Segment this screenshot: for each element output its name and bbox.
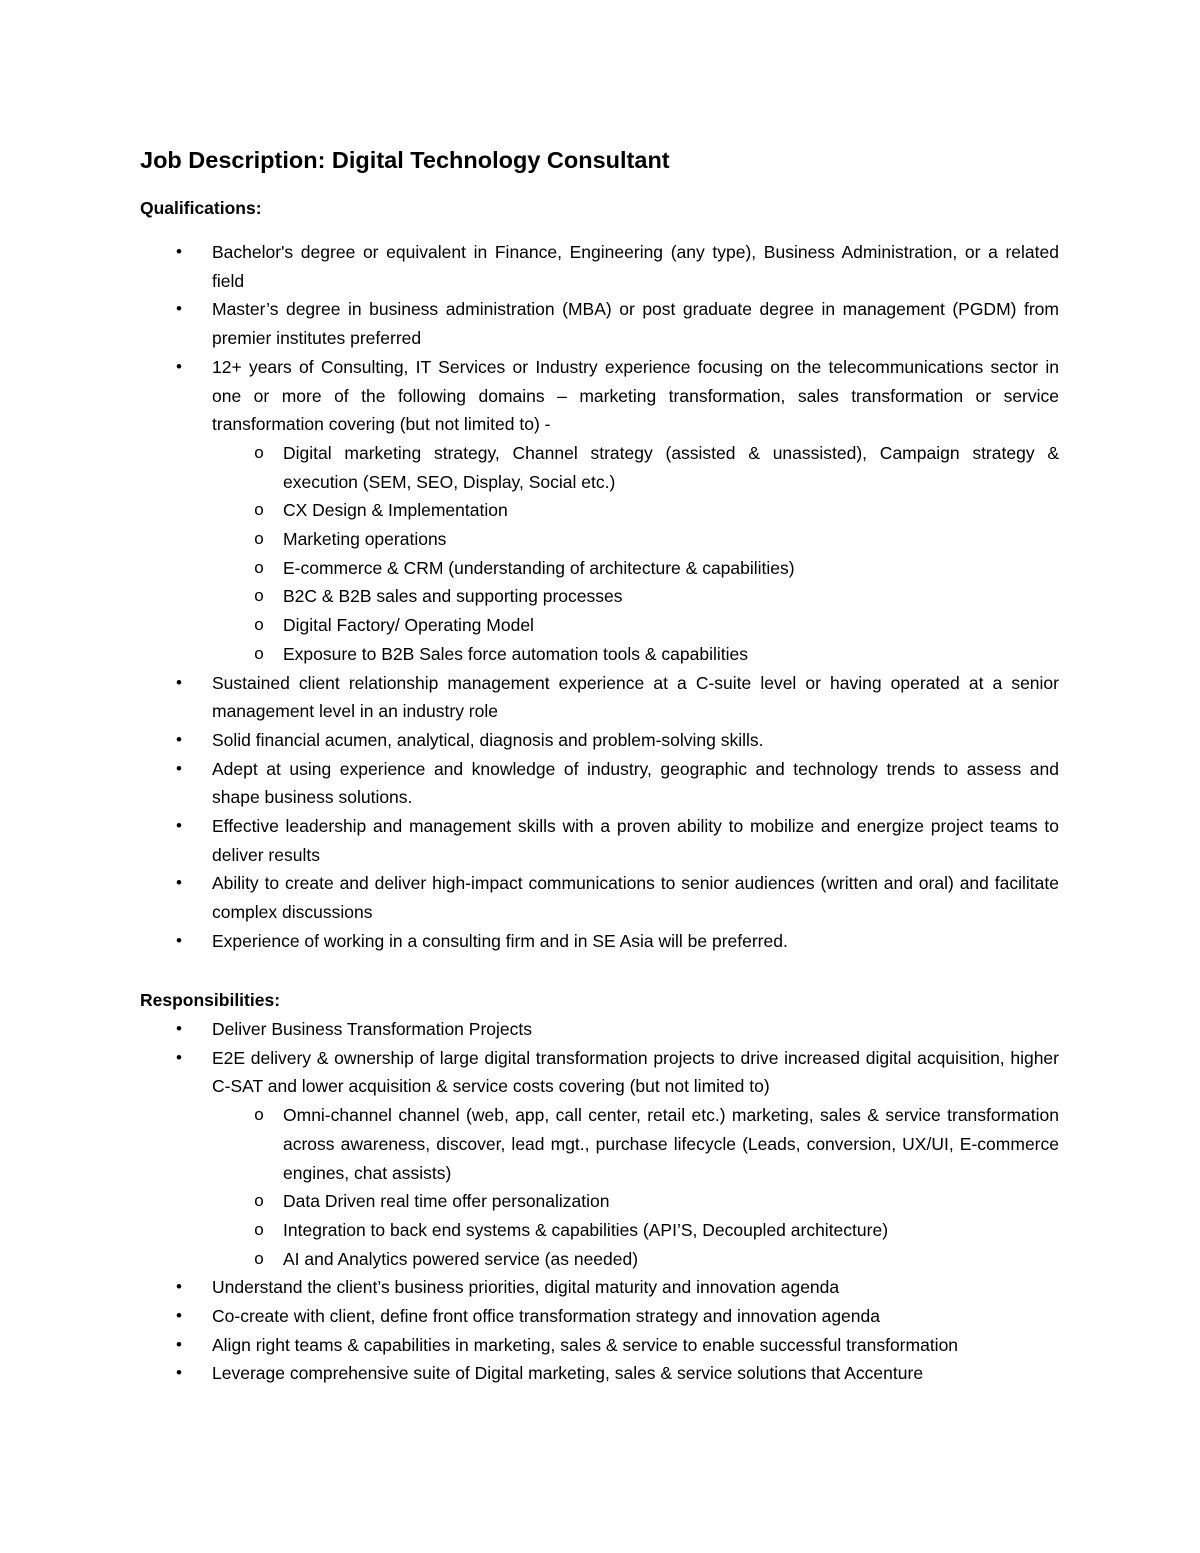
list-item-text: Master’s degree in business administration (MBA) or post graduate degree in management (PGDM) from premier institutes preferred <box>212 299 1059 349</box>
bullet-icon: • <box>176 758 182 778</box>
sub-list-item-text: Marketing operations <box>283 529 447 550</box>
list-item <box>0 669 1059 726</box>
circle-bullet-icon: o <box>254 1219 264 1239</box>
list-item <box>0 812 1059 869</box>
sub-list-item <box>254 1245 1059 1274</box>
list-item <box>0 353 1059 669</box>
list-item <box>0 927 1059 956</box>
list-item-text: Leverage comprehensive suite of Digital marketing, sales & service solutions that Accenture <box>212 1363 924 1384</box>
sub-list-item <box>254 582 1059 611</box>
list-item <box>0 1273 1059 1302</box>
circle-bullet-icon: o <box>254 643 264 663</box>
circle-bullet-icon: o <box>254 1105 264 1125</box>
list-item-text: Deliver Business Transformation Projects <box>212 1019 532 1039</box>
sub-list-item <box>254 1101 1059 1187</box>
sub-list-item <box>254 525 1059 554</box>
sub-list-item-text: B2C & B2B sales and supporting processes <box>283 586 623 607</box>
list-item-text: Align right teams & capabilities in marketing, sales & service to enable successful transformation <box>212 1334 959 1355</box>
list-item <box>0 1015 1059 1044</box>
sub-list-item <box>254 640 1059 669</box>
list-item <box>0 1331 1059 1360</box>
list-item <box>0 295 1059 352</box>
bullet-icon: • <box>176 1334 182 1354</box>
circle-bullet-icon: o <box>254 1191 264 1211</box>
responsibilities-list <box>0 1015 1200 1388</box>
bullet-icon: • <box>176 1306 182 1326</box>
bullet-icon: • <box>176 873 182 893</box>
responsibilities-heading: Responsibilities: <box>140 990 281 1010</box>
list-item-text: Ability to create and deliver high-impact communications to senior audiences (written and oral) and facilitate complex discussions <box>212 873 1059 923</box>
bullet-icon: • <box>176 729 182 749</box>
list-item <box>0 1359 1059 1388</box>
sub-list-item-text: Omni-channel channel (web, app, call center, retail etc.) marketing, sales & service transformation across awareness, discover, lead mgt., purchase lifecycle (Leads, conversion, UX/UI, E-commerce engines, chat assists) <box>283 1105 1059 1183</box>
sub-list-item-text: Digital marketing strategy, Channel strategy (assisted & unassisted), Campaign strategy & execution (SEM, SEO, Display, Social etc.) <box>283 442 1059 492</box>
sub-list-item-text: Integration to back end systems & capabilities (API’S, Decoupled architecture) <box>283 1219 889 1240</box>
list-item-text: Co-create with client, define front office transformation strategy and innovation agenda <box>212 1306 880 1327</box>
list-item <box>0 1044 1059 1274</box>
list-item-text: Effective leadership and management skills with a proven ability to mobilize and energize project teams to deliver results <box>212 816 1059 865</box>
list-item-text: E2E delivery & ownership of large digital transformation projects to drive increased digital acquisition, higher C-SAT and lower acquisition & service costs covering (but not limited to) <box>212 1047 1059 1097</box>
sub-list-item-text: Data Driven real time offer personalization <box>283 1191 610 1212</box>
sub-list-item <box>254 611 1059 640</box>
list-item-text: Understand the client’s business priorities, digital maturity and innovation agenda <box>212 1277 840 1298</box>
sub-list-item <box>254 1187 1059 1216</box>
list-item-text: Sustained client relationship management experience at a C-suite level or having operated at a senior management level in an industry role <box>212 672 1059 722</box>
sub-list-item <box>254 554 1059 583</box>
circle-bullet-icon: o <box>254 1248 264 1268</box>
bullet-icon: • <box>176 1363 182 1383</box>
bullet-icon: • <box>176 930 182 950</box>
bullet-icon: • <box>176 1047 182 1067</box>
list-item <box>0 1302 1059 1331</box>
list-item-text: Experience of working in a consulting firm and in SE Asia will be preferred. <box>212 930 788 951</box>
sub-list-item-text: E-commerce & CRM (understanding of architecture & capabilities) <box>283 557 795 578</box>
sub-list-item-text: CX Design & Implementation <box>283 500 508 521</box>
list-item <box>0 755 1059 812</box>
circle-bullet-icon: o <box>254 529 264 549</box>
document-title: Job Description: Digital Technology Consultant <box>140 147 670 173</box>
bullet-icon: • <box>176 356 182 376</box>
circle-bullet-icon: o <box>254 586 264 606</box>
bullet-icon: • <box>176 816 182 836</box>
circle-bullet-icon: o <box>254 442 264 462</box>
list-item <box>0 726 1059 755</box>
circle-bullet-icon: o <box>254 500 264 520</box>
qualifications-heading: Qualifications: <box>140 198 262 218</box>
bullet-icon: • <box>176 1277 182 1297</box>
bullet-icon: • <box>176 1019 182 1038</box>
sub-list-item <box>254 439 1059 496</box>
sub-list-item <box>254 496 1059 525</box>
list-item-text: 12+ years of Consulting, IT Services or Industry experience focusing on the telecommunications sector in one or more of the following domains – marketing transformation, sales transformation or service transformation covering (but not limited to) - <box>212 356 1059 435</box>
sub-list-item-text: AI and Analytics powered service (as needed) <box>283 1248 639 1269</box>
list-item-text: Solid financial acumen, analytical, diagnosis and problem-solving skills. <box>212 729 764 750</box>
sub-list-item <box>254 1216 1059 1245</box>
list-item <box>0 238 1059 295</box>
sub-list <box>212 1101 1059 1273</box>
bullet-icon: • <box>176 672 182 692</box>
circle-bullet-icon: o <box>254 615 264 635</box>
sub-list-item-text: Digital Factory/ Operating Model <box>283 615 534 636</box>
bullet-icon: • <box>176 299 182 319</box>
circle-bullet-icon: o <box>254 557 264 577</box>
list-item-text: Bachelor's degree or equivalent in Finance, Engineering (any type), Business Administration, or a related field <box>212 242 1059 291</box>
list-item-text: Adept at using experience and knowledge of industry, geographic and technology trends to assess and shape business solutions. <box>212 758 1059 808</box>
sub-list <box>212 439 1059 669</box>
sub-list-item-text: Exposure to B2B Sales force automation tools & capabilities <box>283 643 748 664</box>
list-item <box>0 869 1059 926</box>
bullet-icon: • <box>176 242 182 261</box>
qualifications-list <box>0 238 1200 956</box>
